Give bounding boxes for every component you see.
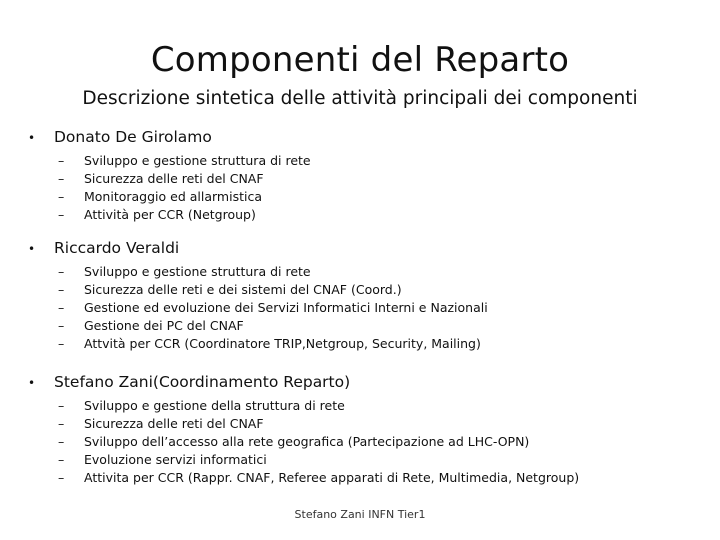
task-list xyxy=(28,397,708,487)
person-name: Riccardo Veraldi xyxy=(54,239,180,257)
list-item xyxy=(28,335,708,353)
list-item xyxy=(28,170,708,188)
list-item xyxy=(28,206,708,224)
bullet-icon: • xyxy=(28,131,36,145)
dash-icon: – xyxy=(58,398,65,413)
list-item xyxy=(28,469,708,487)
list-item xyxy=(28,188,708,206)
dash-icon: – xyxy=(58,336,65,351)
slide-subtitle: Descrizione sintetica delle attività principali dei componenti xyxy=(82,88,638,109)
person-section-zani xyxy=(28,373,708,487)
dash-icon: – xyxy=(58,434,65,449)
dash-icon: – xyxy=(58,318,65,333)
dash-icon: – xyxy=(58,470,65,485)
task-text: Sicurezza delle reti del CNAF xyxy=(84,171,264,186)
task-text: Evoluzione servizi informatici xyxy=(84,452,267,467)
task-text: Sviluppo e gestione struttura di rete xyxy=(84,153,311,168)
list-item xyxy=(28,317,708,335)
person-heading xyxy=(28,373,708,391)
task-text: Gestione ed evoluzione dei Servizi Informatici Interni e Nazionali xyxy=(84,300,488,315)
list-item xyxy=(28,263,708,281)
list-item xyxy=(28,397,708,415)
slide-footer: Stefano Zani INFN Tier1 xyxy=(294,508,426,521)
dash-icon: – xyxy=(58,171,65,186)
person-section-de-girolamo xyxy=(28,128,708,224)
task-text: Sviluppo dell’accesso alla rete geografica (Partecipazione ad LHC-OPN) xyxy=(84,434,530,449)
person-heading xyxy=(28,128,708,146)
task-list xyxy=(28,263,708,353)
list-item xyxy=(28,451,708,469)
person-section-veraldi xyxy=(28,239,708,353)
list-item xyxy=(28,415,708,433)
task-text: Sviluppo e gestione della struttura di rete xyxy=(84,398,345,413)
person-heading xyxy=(28,239,708,257)
dash-icon: – xyxy=(58,452,65,467)
dash-icon: – xyxy=(58,264,65,279)
person-name: Stefano Zani xyxy=(54,373,153,391)
dash-icon: – xyxy=(58,416,65,431)
dash-icon: – xyxy=(58,189,65,204)
dash-icon: – xyxy=(58,153,65,168)
dash-icon: – xyxy=(58,300,65,315)
task-text: Attvità per CCR (Coordinatore TRIP,Netgroup, Security, Mailing) xyxy=(84,336,481,351)
list-item xyxy=(28,299,708,317)
list-item xyxy=(28,281,708,299)
bullet-icon: • xyxy=(28,242,36,256)
task-text: Sviluppo e gestione struttura di rete xyxy=(84,264,311,279)
task-text: Sicurezza delle reti e dei sistemi del CNAF (Coord.) xyxy=(84,282,402,297)
task-text: Attività per CCR (Netgroup) xyxy=(84,207,256,222)
list-item xyxy=(28,433,708,451)
person-name: Donato De Girolamo xyxy=(54,128,212,146)
task-text: Monitoraggio ed allarmistica xyxy=(84,189,262,204)
dash-icon: – xyxy=(58,282,65,297)
dash-icon: – xyxy=(58,207,65,222)
task-text: Gestione dei PC del CNAF xyxy=(84,318,244,333)
bullet-icon: • xyxy=(28,376,36,390)
task-list xyxy=(28,152,708,224)
list-item xyxy=(28,152,708,170)
task-text: Attivita per CCR (Rappr. CNAF, Referee apparati di Rete, Multimedia, Netgroup) xyxy=(84,470,580,485)
task-text: Sicurezza delle reti del CNAF xyxy=(84,416,264,431)
slide-title: Componenti del Reparto xyxy=(150,40,570,80)
person-role: (Coordinamento Reparto) xyxy=(152,373,351,391)
